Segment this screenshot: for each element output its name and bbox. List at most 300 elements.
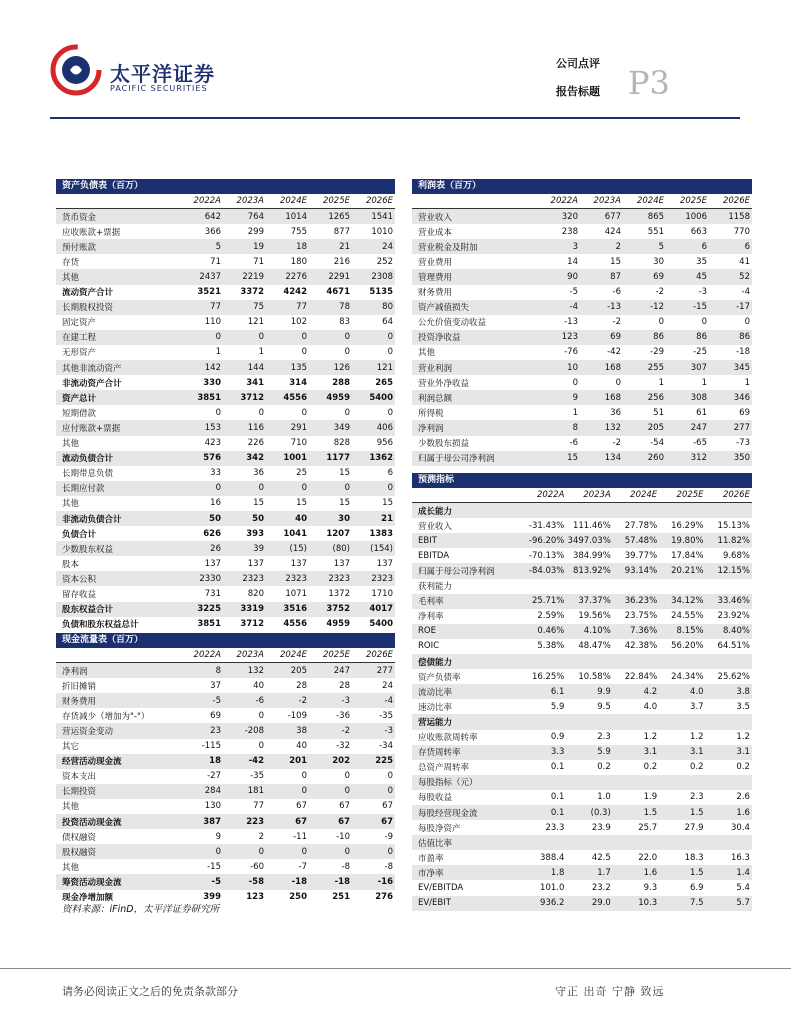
table-row [412, 285, 752, 300]
cell-value: -2 [612, 438, 621, 449]
cell-value: 256 [647, 392, 664, 403]
table-row [56, 739, 395, 754]
cell-value: 111.46% [572, 520, 611, 531]
cell-value: 137 [290, 558, 307, 569]
cell-value: 770 [733, 226, 750, 237]
cell-value: 23.92% [717, 611, 750, 622]
row-label: 长期投资 [62, 787, 97, 798]
cell-value: 6 [387, 468, 393, 479]
cell-value: 137 [247, 558, 264, 569]
column-header: 2022A [550, 196, 578, 207]
row-label: 无形资产 [62, 348, 97, 359]
row-label: 其他 [62, 499, 80, 510]
row-label: 债权融资 [62, 832, 97, 843]
table-row [412, 714, 752, 729]
table-row [412, 315, 752, 330]
cell-value: 0 [301, 332, 307, 343]
row-label: 应收账款+票据 [62, 227, 121, 238]
table-row [412, 880, 752, 895]
row-label: 股权融资 [62, 847, 97, 858]
cell-value: -16 [377, 876, 393, 887]
cell-value: 1710 [371, 588, 393, 599]
row-label: 其他非流动资产 [62, 363, 122, 374]
company-logo-icon [50, 44, 102, 96]
cell-value: 34.12% [671, 596, 704, 607]
cell-value: 116 [247, 422, 264, 433]
cell-value: 142 [204, 362, 221, 373]
row-label: 净利润 [418, 423, 444, 434]
cell-value: 346 [733, 392, 750, 403]
cell-value: 36.23% [624, 596, 658, 607]
cell-value: 865 [647, 211, 664, 222]
row-label: 营运能力 [418, 717, 453, 728]
table-row [412, 503, 752, 518]
cell-value: 57.48% [624, 535, 658, 546]
cell-value: 52 [739, 272, 750, 283]
row-label: 其他 [62, 802, 80, 813]
cell-value: 0.1 [550, 762, 565, 773]
cell-value: 0.1 [550, 792, 565, 803]
cell-value: 330 [203, 377, 221, 388]
cell-value: 15 [253, 498, 264, 509]
cell-value: 2323 [371, 573, 393, 584]
cell-value: 40 [295, 513, 307, 524]
cell-value: 0 [344, 786, 350, 797]
cell-value: 64 [382, 317, 393, 328]
cell-value: -11 [293, 831, 307, 842]
table-row [412, 451, 752, 466]
table-row [412, 375, 752, 390]
column-headers [56, 194, 395, 209]
cell-value: 877 [333, 226, 350, 237]
row-label: 营业利润 [418, 363, 453, 374]
cell-value: 1207 [326, 528, 350, 539]
cell-value: 1541 [371, 211, 393, 222]
cell-value: 9.68% [722, 550, 750, 561]
row-label: 营运资金变动 [62, 727, 114, 738]
cell-value: 8 [215, 665, 221, 676]
row-label: 股本 [62, 559, 80, 570]
cell-value: 1 [658, 377, 664, 388]
table-row [56, 723, 395, 738]
column-headers [412, 488, 752, 503]
cell-value: 37 [210, 680, 221, 691]
column-header: 2025E [322, 196, 350, 207]
cell-value: 126 [333, 362, 350, 373]
row-label: 投资净收益 [418, 333, 461, 344]
row-label: 流动负债合计 [62, 454, 114, 465]
cell-value: 15 [382, 498, 393, 509]
cell-value: 3319 [240, 604, 264, 615]
cell-value: 78 [339, 302, 350, 313]
table-row [412, 775, 752, 790]
report-type: 公司点评 [556, 57, 600, 70]
cell-value: -54 [650, 438, 664, 449]
table-row [56, 663, 395, 678]
table-row [56, 799, 395, 814]
cell-value: -76 [564, 347, 578, 358]
cell-value: 51 [653, 407, 664, 418]
table-row [412, 669, 752, 684]
row-label: 经营活动现金流 [62, 757, 122, 768]
table-row [56, 436, 395, 451]
cell-value: 121 [247, 317, 264, 328]
column-headers [56, 648, 395, 663]
cell-value: 5135 [369, 287, 393, 298]
cell-value: 828 [333, 438, 350, 449]
cell-value: 3851 [197, 619, 221, 630]
table-row [56, 511, 395, 526]
row-label: 现金净增加额 [62, 893, 114, 904]
row-label: 获利能力 [418, 582, 453, 593]
table-row [56, 345, 395, 360]
cell-value: 5 [658, 241, 664, 252]
row-label: 总资产周转率 [418, 763, 470, 774]
cell-value: 277 [733, 422, 750, 433]
table-row [412, 345, 752, 360]
cell-value: 1001 [283, 453, 307, 464]
table-row [412, 624, 752, 639]
cell-value: 384.99% [572, 550, 611, 561]
cell-value: 6.1 [550, 686, 565, 697]
cell-value: 8 [572, 422, 578, 433]
cell-value: 110 [204, 317, 221, 328]
row-label: 营业成本 [418, 227, 453, 238]
cell-value: 9 [215, 831, 221, 842]
cell-value: 216 [333, 256, 350, 267]
cell-value: 277 [376, 665, 393, 676]
row-label: 市盈率 [418, 853, 444, 864]
row-label: 财务费用 [418, 288, 453, 299]
cell-value: 260 [647, 453, 664, 464]
table-row [412, 548, 752, 563]
cell-value: 0 [215, 483, 221, 494]
column-header: 2022A [193, 650, 221, 661]
cell-value: 755 [290, 226, 307, 237]
table-row [412, 699, 752, 714]
column-header: 2023A [593, 196, 621, 207]
cell-value: 71 [210, 256, 221, 267]
cell-value: -5 [569, 287, 578, 298]
row-label: 利润总额 [418, 393, 453, 404]
column-header: 2024E [279, 650, 307, 661]
cell-value: 1 [215, 347, 221, 358]
cell-value: 67 [296, 801, 307, 812]
row-label: 每股指标（元） [418, 778, 478, 789]
cell-value: -10 [336, 831, 350, 842]
column-header: 2024E [279, 196, 307, 207]
cell-value: 0 [387, 846, 393, 857]
cell-value: 40 [253, 680, 264, 691]
row-label: 速动比率 [418, 702, 453, 713]
table-row [412, 850, 752, 865]
cell-value: -84.03% [528, 566, 565, 577]
row-label: EBITDA [418, 550, 450, 561]
cell-value: -2 [341, 726, 350, 737]
cell-value: 168 [604, 362, 621, 373]
table-title: 利润表（百万） [412, 179, 752, 194]
cell-value: 80 [382, 302, 393, 313]
cell-value: 23 [210, 726, 221, 737]
row-label: 负债合计 [62, 529, 97, 540]
table-row [412, 579, 752, 594]
cell-value: -17 [736, 302, 750, 313]
cell-value: 1 [744, 377, 750, 388]
cell-value: 4556 [283, 619, 307, 630]
cell-value: 387 [203, 816, 221, 827]
cell-value: 202 [332, 756, 350, 767]
cell-value: 25.62% [717, 671, 750, 682]
cell-value: (80) [332, 543, 350, 554]
table-row [412, 835, 752, 850]
cell-value: -18 [291, 876, 307, 887]
cell-value: 3.5 [736, 701, 750, 712]
cell-value: 0 [387, 347, 393, 358]
row-label: 固定资产 [62, 318, 97, 329]
row-label: 长期股权投资 [62, 303, 114, 314]
cell-value: 17.84% [671, 550, 704, 561]
cell-value: 0.2 [736, 762, 750, 773]
cell-value: -6 [612, 287, 621, 298]
cell-value: 16.3 [731, 852, 750, 863]
cell-value: 0 [572, 377, 578, 388]
cell-value: 0 [258, 407, 264, 418]
row-label: 存货周转率 [418, 748, 461, 759]
cell-value: 16.25% [531, 671, 565, 682]
cell-value: 291 [290, 422, 307, 433]
cell-value: 307 [690, 362, 707, 373]
table-row [56, 315, 395, 330]
cell-value: -70.13% [528, 550, 565, 561]
cell-value: 93.14% [624, 566, 658, 577]
cell-value: 2330 [199, 573, 221, 584]
cell-value: -13 [564, 317, 578, 328]
cell-value: 30 [338, 513, 350, 524]
cell-value: 2219 [242, 272, 264, 283]
cell-value: 23.75% [624, 611, 658, 622]
table-row [56, 769, 395, 784]
cell-value: 69 [653, 272, 664, 283]
cell-value: 284 [204, 786, 221, 797]
cell-value: 132 [247, 665, 264, 676]
table-row [56, 571, 395, 586]
cell-value: 3521 [197, 287, 221, 298]
cell-value: -35 [250, 771, 264, 782]
cell-value: 4242 [283, 287, 307, 298]
cell-value: 3225 [197, 604, 221, 615]
cell-value: 39.77% [624, 550, 658, 561]
cell-value: 393 [246, 528, 264, 539]
cell-value: 1.5 [643, 807, 658, 818]
cell-value: 205 [647, 422, 664, 433]
cell-value: -13 [607, 302, 621, 313]
row-label: EBIT [418, 535, 437, 546]
row-label: 营业外净收益 [418, 378, 470, 389]
cell-value: 3.3 [550, 747, 565, 758]
company-name-en: PACIFIC SECURITIES [110, 84, 208, 93]
row-label: 市净率 [418, 868, 444, 879]
balance-sheet-table [56, 179, 395, 632]
cell-value: 0 [344, 771, 350, 782]
cell-value: 27.78% [624, 520, 658, 531]
cell-value: 19 [253, 241, 264, 252]
table-row [56, 693, 395, 708]
cell-value: -32 [336, 741, 350, 752]
table-row [56, 360, 395, 375]
cell-value: 3.8 [736, 686, 750, 697]
cell-value: 87 [610, 272, 621, 283]
row-label: 其他 [418, 348, 436, 359]
cell-value: 9.5 [597, 701, 611, 712]
table-row [56, 300, 395, 315]
cell-value: 1.5 [690, 867, 704, 878]
cell-value: 0.2 [690, 762, 704, 773]
cell-value: -4 [569, 302, 578, 313]
cell-value: -15 [693, 302, 707, 313]
cell-value: 18 [209, 756, 221, 767]
cell-value: 5.9 [550, 701, 565, 712]
cell-value: 15 [296, 498, 307, 509]
row-label: 营业税金及附加 [418, 242, 478, 253]
disclaimer-text: 请务必阅读正文之后的免责条款部分 [62, 985, 238, 998]
cell-value: -34 [379, 741, 393, 752]
cell-value: 10.58% [578, 671, 611, 682]
cell-value: 2 [258, 831, 264, 842]
cell-value: 41 [739, 256, 750, 267]
cell-value: 7.36% [630, 626, 658, 637]
cell-value: 3.1 [736, 747, 750, 758]
cell-value: 8.40% [722, 626, 750, 637]
cell-value: 1 [258, 347, 264, 358]
table-row [412, 790, 752, 805]
cell-value: 4671 [326, 287, 350, 298]
table-row [412, 254, 752, 269]
cell-value: 135 [290, 362, 307, 373]
cell-value: 7.5 [690, 898, 704, 909]
row-label: 归属于母公司净利润 [418, 454, 495, 465]
cell-value: 26 [210, 543, 221, 554]
row-label: 流动资产合计 [62, 288, 114, 299]
row-label: 所得税 [418, 408, 444, 419]
cell-value: 350 [733, 453, 750, 464]
cell-value: 0 [615, 377, 621, 388]
table-row [56, 496, 395, 511]
row-label: 资产负债率 [418, 672, 461, 683]
cell-value: -109 [287, 710, 307, 721]
cell-value: 6 [701, 241, 707, 252]
cell-value: 123 [561, 332, 578, 343]
cell-value: 0 [301, 483, 307, 494]
cell-value: 764 [247, 211, 264, 222]
cell-value: 576 [203, 453, 221, 464]
cell-value: 101.0 [540, 882, 565, 893]
column-header: 2026E [365, 650, 393, 661]
cell-value: 276 [375, 892, 393, 903]
cell-value: 8.15% [676, 626, 704, 637]
column-header: 2026E [722, 490, 750, 501]
cell-value: 42.38% [624, 641, 658, 652]
cell-value: 77 [296, 302, 307, 313]
cell-value: 22.0 [638, 852, 658, 863]
table-row [412, 300, 752, 315]
cell-value: 2291 [328, 272, 350, 283]
cell-value: 6 [744, 241, 750, 252]
cell-value: 1372 [328, 588, 350, 599]
row-label: 净利润 [62, 666, 88, 677]
cell-value: 45 [696, 272, 707, 283]
cell-value: 181 [247, 786, 264, 797]
cell-value: 15 [567, 453, 578, 464]
cell-value: 15 [610, 256, 621, 267]
cell-value: 28 [296, 680, 307, 691]
cell-value: 0 [744, 317, 750, 328]
row-label: 少数股东损益 [418, 439, 470, 450]
column-header: 2022A [193, 196, 221, 207]
cell-value: 0 [344, 846, 350, 857]
cell-value: 0 [301, 771, 307, 782]
cell-value: 0 [301, 786, 307, 797]
cell-value: 1010 [371, 226, 393, 237]
cell-value: 1.5 [690, 807, 704, 818]
row-label: ROE [418, 626, 436, 637]
cell-value: 0 [258, 332, 264, 343]
column-header: 2024E [630, 490, 658, 501]
table-row [412, 563, 752, 578]
cell-value: 29.0 [591, 898, 611, 909]
row-label: 股东权益合计 [62, 605, 114, 616]
cell-value: 252 [376, 256, 393, 267]
cell-value: 9 [572, 392, 578, 403]
cell-value: 2437 [199, 272, 221, 283]
cell-value: 11.82% [717, 535, 750, 546]
cell-value: -208 [244, 726, 264, 737]
cell-value: 134 [604, 453, 621, 464]
cell-value: 2276 [285, 272, 307, 283]
cell-value: 3497.03% [567, 535, 611, 546]
cell-value: -15 [207, 861, 221, 872]
cell-value: 936.2 [540, 898, 565, 909]
cell-value: 137 [333, 558, 350, 569]
row-label: 折旧摊销 [62, 681, 97, 692]
table-row [56, 330, 395, 345]
cell-value: 2323 [242, 573, 264, 584]
cell-value: -58 [248, 876, 264, 887]
column-header: 2023A [236, 196, 264, 207]
cell-value: 238 [561, 226, 578, 237]
cell-value: 0 [215, 332, 221, 343]
cell-value: 12.15% [717, 566, 750, 577]
cell-value: -6 [255, 695, 264, 706]
cell-value: -2 [298, 695, 307, 706]
cell-value: 0 [344, 483, 350, 494]
cell-value: -4 [384, 695, 393, 706]
footer-divider [0, 968, 791, 969]
cell-value: 299 [247, 226, 264, 237]
cell-value: 0 [387, 786, 393, 797]
row-label: 预付账款 [62, 242, 97, 253]
row-label: 少数股东权益 [62, 544, 114, 555]
cell-value: 0 [258, 846, 264, 857]
cell-value: -2 [612, 317, 621, 328]
table-row [412, 865, 752, 880]
cell-value: -25 [693, 347, 707, 358]
table-row [412, 639, 752, 654]
cell-value: -8 [384, 861, 393, 872]
row-label: 留存收益 [62, 589, 97, 600]
cell-value: 9.3 [643, 882, 658, 893]
cell-value: 0 [387, 483, 393, 494]
cell-value: 0 [301, 846, 307, 857]
